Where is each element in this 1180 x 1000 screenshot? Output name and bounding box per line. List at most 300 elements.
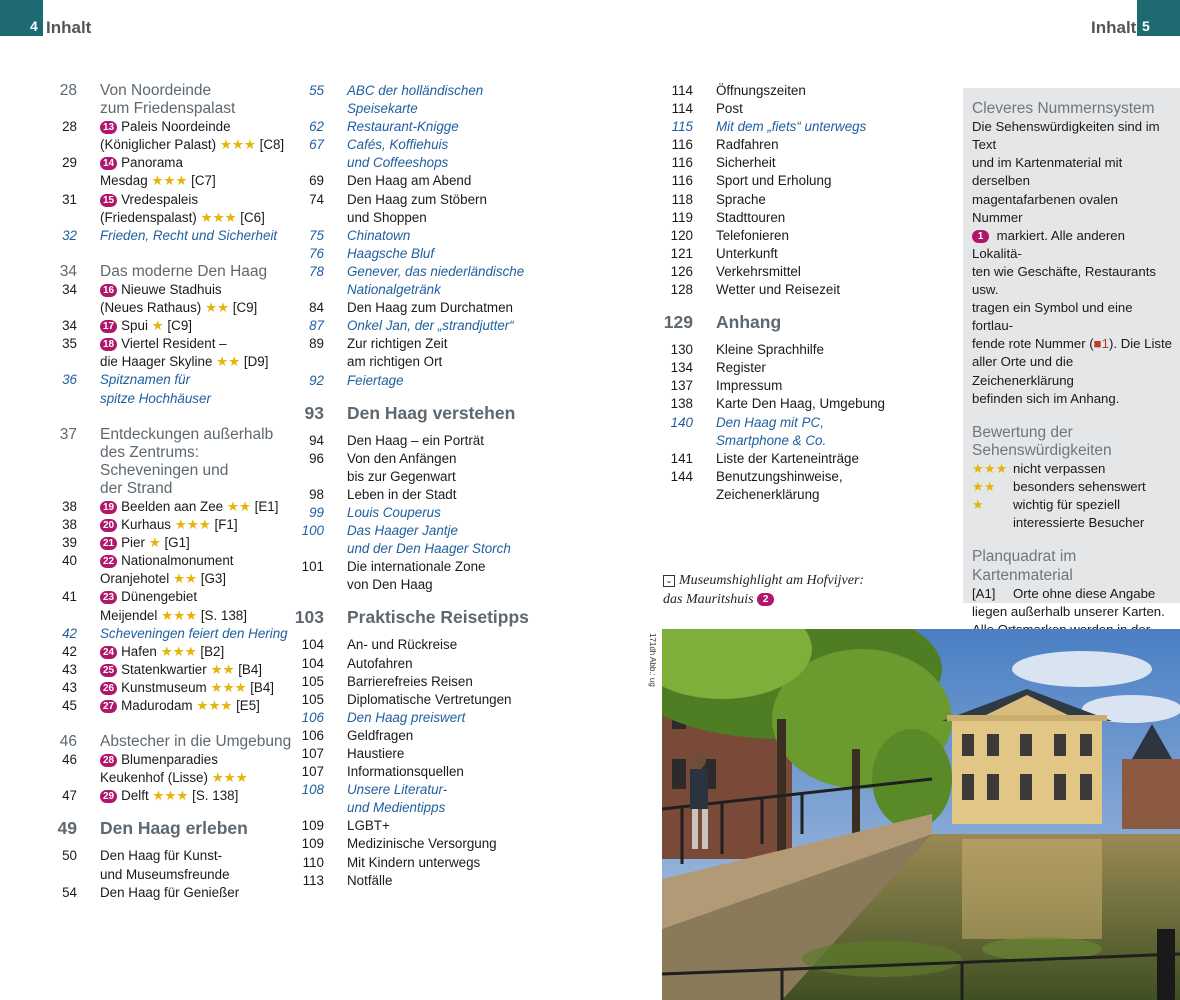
toc-entry[interactable] <box>41 847 281 865</box>
toc-entry-text: Scheveningen und <box>100 461 229 479</box>
toc-entry[interactable] <box>657 432 897 450</box>
toc-page-number: 92 <box>309 372 324 388</box>
toc-page-number: 55 <box>309 83 324 98</box>
toc-entry-text: 19 Beelden aan Zee ★★ [E1] <box>100 498 278 516</box>
toc-entry[interactable] <box>288 82 553 100</box>
toc-spacer <box>41 408 281 426</box>
toc-page-number <box>41 570 77 588</box>
toc-entry-text: Impressum <box>716 378 783 394</box>
toc-entry-text: Autofahren <box>347 655 413 671</box>
toc-entry-text: Zeichenerklärung <box>716 486 820 502</box>
toc-entry[interactable] <box>288 372 553 390</box>
star-rating-icon: ★★★ <box>196 698 233 713</box>
toc-page-number <box>41 100 77 118</box>
toc-entry-text: 20 Kurhaus ★★★ [F1] <box>100 516 238 534</box>
toc-section-heading[interactable] <box>41 480 281 498</box>
toc-entry-text: Medizinische Versorgung <box>347 836 497 852</box>
toc-entry-text: Haagsche Bluf <box>347 245 435 261</box>
toc-entry[interactable] <box>657 341 897 359</box>
toc-page-number: 109 <box>301 836 324 852</box>
star-rating-icon: ★★★ <box>211 770 248 786</box>
toc-entry[interactable] <box>41 884 281 902</box>
toc-page-number <box>41 299 77 317</box>
toc-entry-text: Informationsquellen <box>347 764 464 780</box>
toc-entry-text: 22 Nationalmonument <box>100 552 234 570</box>
toc-entry[interactable] <box>41 227 281 245</box>
toc-page-number: 141 <box>670 450 693 466</box>
grid-text: liegen außerhalb unserer Karten. <box>972 603 1165 619</box>
toc-entry[interactable] <box>41 317 281 335</box>
toc-entry[interactable] <box>288 576 553 594</box>
toc-entry[interactable] <box>288 486 553 504</box>
toc-page-number: 107 <box>301 764 324 780</box>
toc-entry[interactable] <box>288 799 553 817</box>
sight-number-badge: 1 <box>972 230 989 243</box>
sight-number-badge: 15 <box>100 194 117 207</box>
star-rating-icon: ★★★ <box>174 517 211 533</box>
sight-number-badge: 23 <box>100 591 117 604</box>
toc-entry-text: Den Haag verstehen <box>347 402 516 423</box>
toc-entry[interactable] <box>657 395 897 413</box>
toc-page-number: 120 <box>670 227 693 243</box>
toc-entry-text: Frieden, Recht und Sicherheit <box>100 227 278 243</box>
toc-page-number: 34 <box>62 281 77 297</box>
toc-page-number: 105 <box>301 691 324 707</box>
toc-entry[interactable] <box>41 751 281 769</box>
photo-credit: 171dh Abb.: ug <box>648 633 657 687</box>
rating-row: ★★ besonders sehenswert <box>972 478 1172 496</box>
rating-row: ★ wichtig für speziell <box>972 496 1172 514</box>
toc-entry[interactable] <box>41 570 281 588</box>
toc-entry-text: 14 Panorama <box>100 154 183 172</box>
toc-entry-text: An- und Rückreise <box>347 637 458 653</box>
toc-page-number: 38 <box>62 517 77 533</box>
toc-entry[interactable] <box>288 100 553 118</box>
toc-entry-text: ABC der holländischen <box>347 83 484 98</box>
toc-page-number: 69 <box>309 173 324 189</box>
toc-page-number: 54 <box>62 884 77 900</box>
toc-page-number: 126 <box>670 263 693 279</box>
toc-entry[interactable] <box>288 872 553 890</box>
toc-entry[interactable] <box>41 866 281 884</box>
toc-page-number: 116 <box>671 137 693 153</box>
toc-entry-text: und der Den Haager Storch <box>347 541 511 557</box>
toc-entry[interactable] <box>41 118 281 136</box>
sight-number-badge: 2 <box>757 593 774 606</box>
toc-entry-text: Meijendel ★★★ [S. 138] <box>100 607 247 623</box>
toc-entry[interactable] <box>288 745 553 763</box>
toc-page-number: 28 <box>62 119 77 135</box>
sight-number-badge: 13 <box>100 121 117 134</box>
toc-entry-text: Speisekarte <box>347 101 418 117</box>
toc-page-number: 107 <box>301 746 324 761</box>
toc-entry[interactable] <box>41 281 281 299</box>
toc-page-number: 114 <box>671 83 693 98</box>
toc-page-number: 105 <box>301 673 324 689</box>
toc-entry[interactable] <box>41 136 285 154</box>
sight-number-badge: 26 <box>100 682 117 695</box>
toc-entry-text: Radfahren <box>716 137 779 153</box>
toc-entry[interactable] <box>288 281 553 299</box>
toc-page-number: 96 <box>309 450 324 466</box>
toc-page-number: 43 <box>62 661 77 677</box>
toc-entry[interactable] <box>41 299 281 317</box>
toc-page-number: 75 <box>309 227 324 243</box>
map-grid-ref: [G3] <box>200 571 227 587</box>
toc-page-number: 106 <box>301 727 324 743</box>
map-grid-ref: [C6] <box>240 209 265 225</box>
toc-page-number: 84 <box>309 300 324 316</box>
star-icon: ★★★ <box>972 461 1008 477</box>
star-icon: ★★ <box>972 479 996 495</box>
toc-entry-text: Kleine Sprachhilfe <box>716 342 824 358</box>
toc-entry-text: Benutzungshinweise, <box>716 468 843 484</box>
toc-entry[interactable] <box>41 191 281 209</box>
toc-chapter[interactable] <box>41 817 281 839</box>
toc-page-number: 50 <box>62 848 77 864</box>
toc-entry-text: Den Haag zum Durchatmen <box>347 300 513 316</box>
toc-entry[interactable] <box>288 118 553 136</box>
toc-entry[interactable] <box>41 643 281 661</box>
toc-entry-text: Spitznamen für <box>100 372 191 388</box>
toc-entry-text: von Den Haag <box>347 577 433 593</box>
toc-page-number: 49 <box>57 818 77 839</box>
toc-page-number <box>288 576 324 594</box>
toc-page-number: 108 <box>301 782 324 798</box>
toc-entry[interactable] <box>41 769 281 787</box>
map-grid-ref: [B4] <box>250 679 275 695</box>
toc-entry[interactable] <box>288 136 553 154</box>
toc-entry-text: 24 Hafen ★★★ [B2] <box>100 643 224 661</box>
map-grid-ref: [F1] <box>214 517 238 533</box>
sight-number-badge: 27 <box>100 700 117 713</box>
toc-page-number: 118 <box>671 191 693 207</box>
toc-entry-text: Stadttouren <box>716 209 786 225</box>
toc-entry-text: Den Haag preiswert <box>347 709 466 725</box>
toc-page-number: 35 <box>62 336 77 352</box>
toc-entry[interactable] <box>657 281 897 299</box>
toc-entry[interactable] <box>657 359 897 377</box>
toc-page-number: 29 <box>62 155 77 171</box>
toc-entry[interactable] <box>657 100 897 118</box>
sight-number-badge: 17 <box>100 320 117 333</box>
toc-entry[interactable] <box>288 673 553 691</box>
toc-entry-text: (Königlicher Palast) ★★★ [C8] <box>100 137 285 153</box>
toc-entry[interactable] <box>41 534 281 552</box>
toc-entry-text: zum Friedenspalast <box>100 100 236 118</box>
toc-entry-text: Restaurant-Knigge <box>347 119 459 135</box>
toc-page-number <box>41 866 77 884</box>
toc-entry[interactable] <box>288 209 553 227</box>
toc-entry[interactable] <box>288 353 553 371</box>
star-icon: ★ <box>972 497 984 513</box>
toc-entry-text: der Strand <box>100 479 173 497</box>
toc-entry-text: Notfälle <box>347 872 393 888</box>
toc-entry-text: Mit Kindern unterwegs <box>347 854 481 870</box>
toc-page-number <box>41 444 77 462</box>
toc-entry-text: und Museumsfreunde <box>100 866 230 882</box>
toc-page-number: 40 <box>62 553 77 569</box>
toc-page-number: 45 <box>62 698 77 713</box>
toc-page-number <box>288 209 324 227</box>
toc-entry[interactable] <box>41 371 281 389</box>
toc-entry[interactable] <box>288 540 553 558</box>
toc-page-number: 130 <box>670 342 693 358</box>
toc-entry-text: Unsere Literatur- <box>347 782 448 798</box>
toc-entry-text: Den Haag – ein Porträt <box>347 432 484 448</box>
toc-entry[interactable] <box>657 450 897 468</box>
toc-page-number <box>41 353 77 371</box>
numbering-text: magentafarbenen ovalen Nummer <box>972 191 1118 225</box>
toc-entry[interactable] <box>288 450 553 468</box>
toc-page-number <box>288 154 324 172</box>
toc-entry[interactable] <box>657 82 897 100</box>
toc-page-number: 140 <box>670 414 693 430</box>
toc-section-heading[interactable] <box>41 462 281 480</box>
star-rating-icon: ★★ <box>204 300 229 316</box>
left-page-number: 4 <box>30 18 38 34</box>
toc-page-number: 43 <box>62 679 77 695</box>
toc-entry[interactable] <box>657 414 897 432</box>
map-grid-ref: [G1] <box>164 535 190 551</box>
star-rating-icon: ★★★ <box>161 607 198 623</box>
toc-entry[interactable] <box>288 245 553 263</box>
toc-entry[interactable] <box>657 154 897 172</box>
toc-entry[interactable] <box>288 468 553 486</box>
toc-entry[interactable] <box>657 486 897 504</box>
toc-entry[interactable] <box>41 154 281 172</box>
sight-number-badge: 16 <box>100 284 117 297</box>
rating-title: Sehenswürdigkeiten <box>972 441 1112 459</box>
toc-section-heading[interactable] <box>41 82 281 100</box>
toc-entry[interactable] <box>288 709 553 727</box>
toc-page-number <box>41 462 77 480</box>
sight-number-badge: 25 <box>100 664 117 677</box>
toc-entry[interactable] <box>41 679 281 697</box>
toc-entry[interactable] <box>657 172 897 190</box>
toc-entry-text: Entdeckungen außerhalb <box>100 425 274 443</box>
map-grid-ref: [S. 138] <box>200 607 247 623</box>
toc-page-number <box>288 100 324 118</box>
toc-page-number: 129 <box>663 312 693 333</box>
toc-entry[interactable] <box>41 588 281 606</box>
toc-entry-text: Onkel Jan, der „strandjutter“ <box>347 318 514 334</box>
star-rating-icon: ★★ <box>226 498 251 514</box>
toc-entry[interactable] <box>288 317 553 335</box>
toc-entry[interactable] <box>41 516 281 534</box>
toc-entry-text: Sicherheit <box>716 155 776 171</box>
toc-entry[interactable] <box>288 727 553 745</box>
toc-section-heading[interactable] <box>41 426 281 444</box>
toc-entry[interactable] <box>41 390 281 408</box>
toc-entry-text: (Neues Rathaus) ★★ [C9] <box>100 300 258 316</box>
star-rating-icon: ★★ <box>216 354 241 370</box>
toc-entry[interactable] <box>288 781 553 799</box>
toc-entry[interactable] <box>288 432 553 450</box>
toc-entry-text: Zur richtigen Zeit <box>347 336 448 352</box>
toc-section-heading[interactable] <box>41 263 281 281</box>
toc-entry-text: und Medientipps <box>347 800 446 816</box>
toc-entry-text: des Zentrums: <box>100 443 200 461</box>
toc-entry[interactable] <box>657 263 897 281</box>
toc-entry[interactable] <box>288 835 553 853</box>
toc-chapter[interactable] <box>288 606 553 628</box>
map-grid-ref: [B2] <box>200 643 225 659</box>
toc-page-number: 134 <box>670 360 693 376</box>
toc-page-number: 109 <box>301 818 324 834</box>
toc-entry[interactable] <box>41 353 281 371</box>
toc-entry-text: Post <box>716 101 743 117</box>
toc-page-number: 89 <box>309 336 324 352</box>
toc-entry-text: Das moderne Den Haag <box>100 262 268 280</box>
numbering-text: aller Orte und die Zeichenerklärung <box>972 354 1074 388</box>
numbering-title: Cleveres Nummernsystem <box>972 100 1155 117</box>
toc-entry[interactable] <box>288 172 553 190</box>
toc-page-number <box>288 353 324 371</box>
toc-entry-text: 21 Pier ★ [G1] <box>100 534 190 552</box>
photo-caption: ⌄ Museumshighlight am Hofvijver: das Mauritshuis 2 <box>663 573 865 607</box>
toc-entry-text: Von Noordeinde <box>100 82 212 99</box>
sight-number-badge: 29 <box>100 790 117 803</box>
toc-entry-text: Den Haag am Abend <box>347 173 472 189</box>
toc-page-number: 67 <box>309 137 324 153</box>
star-rating-icon: ★★★ <box>160 643 197 659</box>
sight-number-badge: 28 <box>100 754 117 767</box>
toc-entry[interactable] <box>41 335 281 353</box>
map-grid-ref: [E5] <box>236 698 260 713</box>
map-grid-ref: [S. 138] <box>192 788 239 804</box>
toc-entry[interactable] <box>41 607 281 625</box>
toc-entry[interactable] <box>288 335 553 353</box>
toc-entry-text: 17 Spui ★ [C9] <box>100 317 192 335</box>
toc-entry-text: Geldfragen <box>347 727 414 743</box>
toc-entry[interactable] <box>41 172 281 190</box>
toc-page-number: 38 <box>62 498 77 514</box>
toc-page-number: 37 <box>59 425 77 443</box>
star-rating-icon: ★★ <box>172 571 197 587</box>
toc-entry-text: Oranjehotel ★★ [G3] <box>100 571 227 587</box>
star-rating-icon: ★ <box>151 318 164 334</box>
toc-page-number <box>288 281 324 299</box>
toc-entry-text: Abstecher in die Umgebung <box>100 733 292 751</box>
toc-entry[interactable] <box>288 522 553 540</box>
toc-entry[interactable] <box>288 558 553 576</box>
toc-page-number: 87 <box>309 318 324 334</box>
star-rating-icon: ★★★ <box>200 209 237 225</box>
toc-page-number <box>41 480 77 498</box>
toc-entry-text: Cafés, Koffiehuis <box>347 137 449 153</box>
grid-text: [A1] Orte ohne diese Angabe <box>972 585 1156 601</box>
toc-page-number <box>288 540 324 558</box>
toc-chapter[interactable] <box>288 402 553 424</box>
toc-section-heading[interactable] <box>41 444 281 462</box>
rating-title: Bewertung der <box>972 423 1073 441</box>
toc-entry[interactable] <box>657 209 897 227</box>
arrow-down-icon: ⌄ <box>663 575 675 587</box>
toc-page-number: 103 <box>294 607 324 628</box>
toc-entry-text: Praktische Reisetipps <box>347 607 529 628</box>
toc-entry[interactable] <box>288 191 553 209</box>
toc-page-number: 93 <box>304 402 324 423</box>
toc-entry-text: Mit dem „fiets“ unterwegs <box>716 119 867 135</box>
toc-entry[interactable] <box>288 299 553 317</box>
toc-page-number: 94 <box>309 432 324 448</box>
shop-icon: ■ <box>1093 336 1102 352</box>
toc-section-heading[interactable] <box>41 100 281 118</box>
toc-entry[interactable] <box>41 498 281 516</box>
toc-column-2 <box>288 82 553 890</box>
toc-entry-text: Smartphone & Co. <box>716 432 827 448</box>
toc-entry[interactable] <box>288 636 553 654</box>
star-rating-icon: ★★ <box>210 661 235 677</box>
toc-page-number <box>41 390 77 408</box>
toc-entry[interactable] <box>288 263 553 281</box>
toc-entry[interactable] <box>288 655 553 673</box>
toc-page-number: 34 <box>62 318 77 334</box>
rating-row: ★★★ nicht verpassen <box>972 460 1172 478</box>
toc-entry[interactable] <box>41 697 281 715</box>
toc-entry[interactable] <box>41 661 281 679</box>
toc-entry[interactable] <box>288 691 553 709</box>
toc-entry-text: und Coffeeshops <box>347 155 449 171</box>
toc-entry[interactable] <box>657 468 897 486</box>
toc-entry-text: Leben in der Stadt <box>347 486 457 502</box>
toc-entry[interactable] <box>657 245 897 263</box>
toc-entry[interactable] <box>288 854 553 872</box>
toc-page-number: 121 <box>670 245 693 261</box>
toc-entry[interactable] <box>41 787 281 805</box>
toc-entry[interactable] <box>657 136 897 154</box>
toc-entry[interactable] <box>657 227 897 245</box>
toc-entry-text: Mesdag ★★★ [C7] <box>100 173 216 189</box>
toc-page-number: 31 <box>62 191 77 207</box>
toc-entry[interactable] <box>657 377 897 395</box>
toc-entry-text: 28 Blumenparadies <box>100 751 218 769</box>
toc-entry-text: Verkehrsmittel <box>716 263 801 279</box>
toc-entry[interactable] <box>41 552 281 570</box>
toc-entry-text: 13 Paleis Noordeinde <box>100 118 231 136</box>
toc-entry[interactable] <box>288 763 553 781</box>
toc-entry-text: Scheveningen feiert den Hering <box>100 625 288 641</box>
numbering-text: tragen ein Symbol und eine fortlau- <box>972 300 1133 334</box>
toc-entry[interactable] <box>41 625 288 643</box>
toc-entry[interactable] <box>288 817 553 835</box>
toc-entry[interactable] <box>288 154 553 172</box>
star-rating-icon: ★★★ <box>210 679 247 695</box>
toc-entry-text: Den Haag für Kunst- <box>100 848 223 864</box>
toc-entry-text: Öffnungszeiten <box>716 83 806 98</box>
toc-entry-text: 25 Statenkwartier ★★ [B4] <box>100 661 262 679</box>
toc-entry-text: Telefonieren <box>716 227 789 243</box>
toc-entry[interactable] <box>288 227 553 245</box>
toc-entry[interactable] <box>41 209 281 227</box>
toc-page-number: 47 <box>62 788 77 804</box>
sight-number-badge: 24 <box>100 646 117 659</box>
toc-page-number <box>41 136 77 154</box>
toc-entry[interactable] <box>288 504 553 522</box>
toc-chapter[interactable] <box>657 311 897 333</box>
toc-page-number: 39 <box>62 535 77 551</box>
toc-entry[interactable] <box>657 191 897 209</box>
toc-entry[interactable] <box>657 118 897 136</box>
toc-entry-text: LGBT+ <box>347 818 390 834</box>
numbering-text: 1 markiert. Alle anderen Lokalitä- <box>972 227 1125 261</box>
toc-page-number: 76 <box>309 245 324 261</box>
toc-page-number: 137 <box>670 378 693 394</box>
toc-section-heading[interactable] <box>41 733 292 751</box>
toc-page-number: 119 <box>671 209 693 225</box>
info-sidebar <box>963 88 1180 619</box>
